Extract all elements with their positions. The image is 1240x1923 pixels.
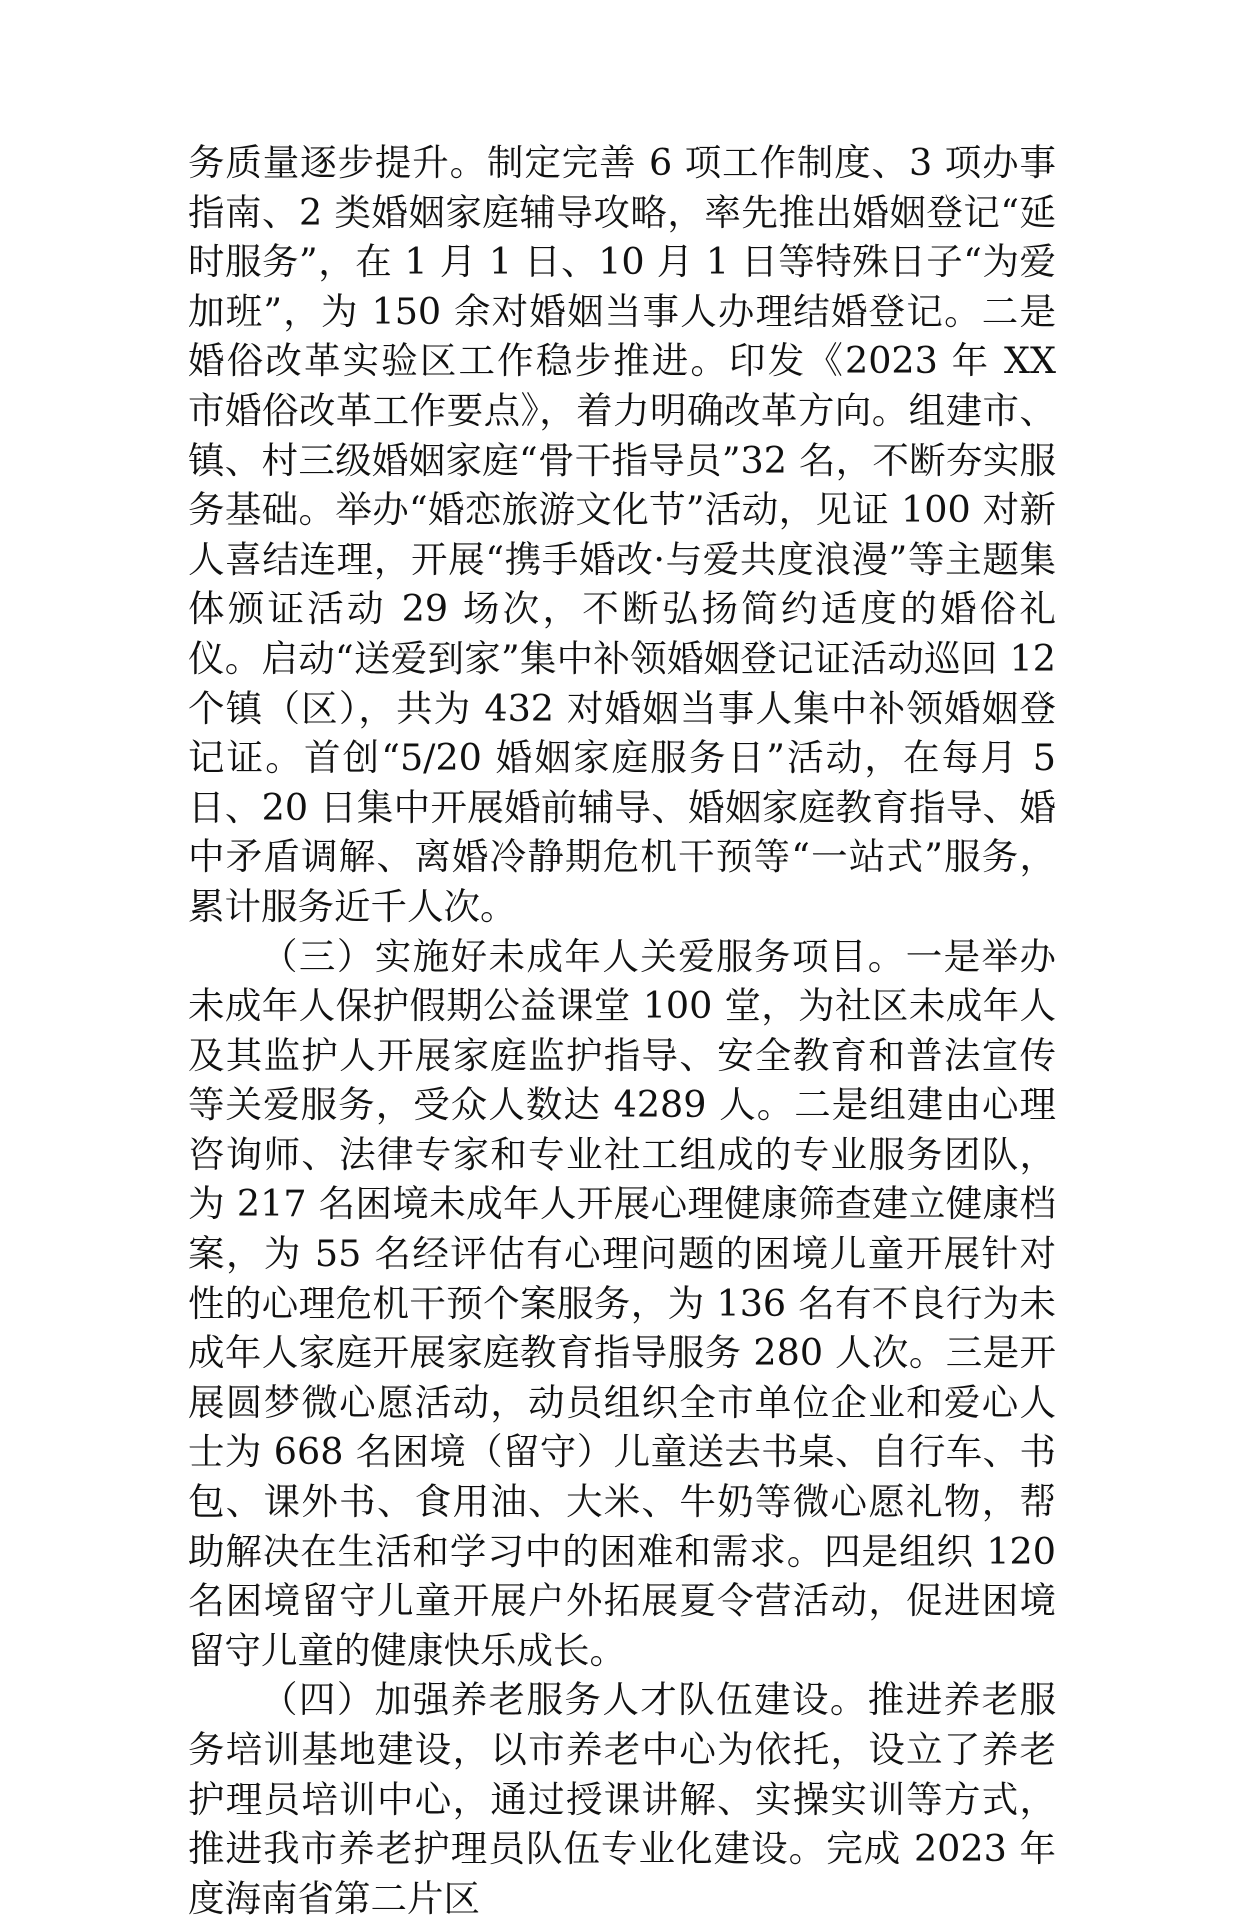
paragraph-elderly-care-talent: （四）加强养老服务人才队伍建设。推进养老服务培训基地建设，以市养老中心为依托，设立了养老护理员培训中心，通过授课讲解、实操实训等方式，推进我市养老护理员队伍专业化建设。完成 2023 年度海南省第二片区 — [188, 1678, 1056, 1920]
paragraph-marriage-services: 务质量逐步提升。制定完善 6 项工作制度、3 项办事指南、2 类婚姻家庭辅导攻略，率先推出婚姻登记“延时服务”，在 1 月 1 日、10 月 1 日等特殊日子“为爱加班”，为 150 余对婚姻当事人办理结婚登记。二是婚俗改革实验区工作稳步推进。印发《2023 年 XX 市婚俗改革工作要点》，着力明确改革方向。组建市、镇、村三级婚姻家庭“骨干指导员”32 名，不断夯实服务基础。举办“婚恋旅游文化节”活动，见证 100 对新人喜结连理，开展“携手婚改·与爱共度浪漫”等主题集体颁证活动 29 场次，不断弘扬简约适度的婚俗礼仪。启动“送爱到家”集中补领婚姻登记证活动巡回 12 个镇（区），共为 432 对婚姻当事人集中补领婚姻登记证。首创“5/20 婚姻家庭服务日”活动，在每月 5 日、20 日集中开展婚前辅导、婚姻家庭教育指导、婚中矛盾调解、离婚冷静期危机干预等“一站式”服务，累计服务近千人次。 — [188, 141, 1056, 928]
paragraph-minor-care: （三）实施好未成年人关爱服务项目。一是举办未成年人保护假期公益课堂 100 堂，为社区未成年人及其监护人开展家庭监护指导、安全教育和普法宣传等关爱服务，受众人数达 4289 人。二是组建由心理咨询师、法律专家和专业社工组成的专业服务团队，为 217 名困境未成年人开展心理健康筛查建立健康档案，为 55 名经评估有心理问题的困境儿童开展针对性的心理危机干预个案服务，为 136 名有不良行为未成年人家庭开展家庭教育指导服务 280 人次。三是开展圆梦微心愿活动，动员组织全市单位企业和爱心人士为 668 名困境（留守）儿童送去书桌、自行车、书包、课外书、食用油、大米、牛奶等微心愿礼物，帮助解决在生活和学习中的困难和需求。四是组织 120 名困境留守儿童开展户外拓展夏令营活动，促进困境留守儿童的健康快乐成长。 — [188, 934, 1056, 1672]
document-body — [188, 138, 1056, 1923]
